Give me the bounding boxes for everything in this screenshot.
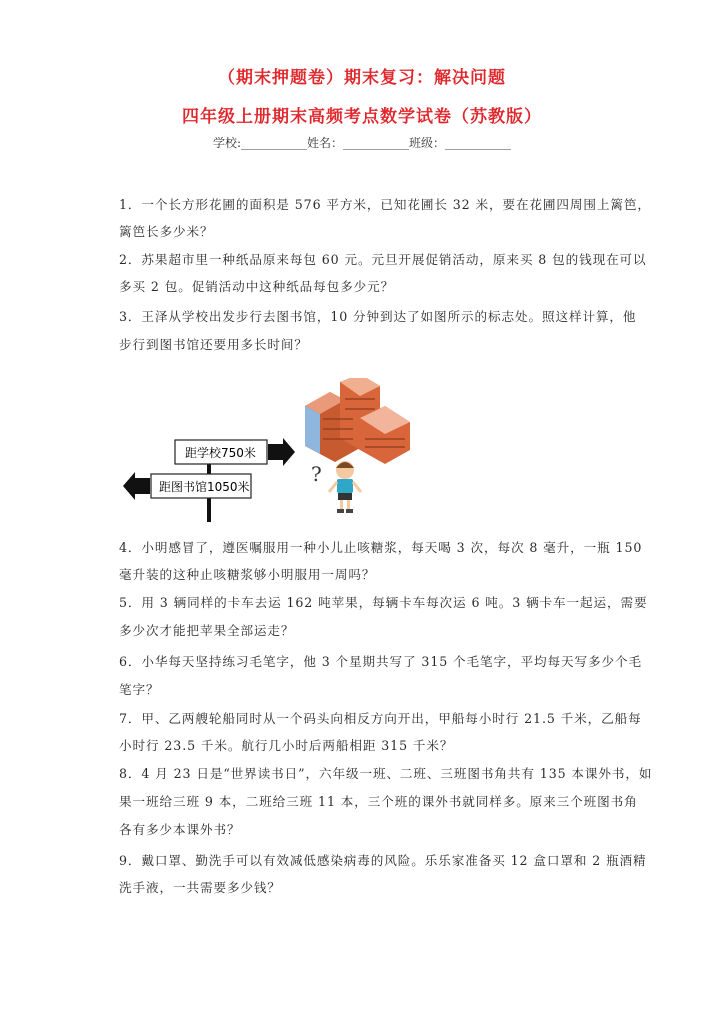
question-4-line-2: 毫升装的这种止咳糖浆够小明服用一周吗？ xyxy=(119,567,376,582)
question-7-line-2: 小时行 23.5 千米。航行几小时后两船相距 315 千米？ xyxy=(119,738,454,753)
question-5-line-2: 多少次才能把苹果全部运走？ xyxy=(119,623,295,638)
student-info-fields: 学校:___________姓名：___________班级：___________ xyxy=(212,136,512,150)
question-2-line-1: 2．苏果超市里一种纸品原来每包 60 元。元旦开展促销活动，原来买 8 包的钱现在可以 xyxy=(119,252,647,267)
question-5-line-1: 5．用 3 辆同样的卡车去运 162 吨苹果，每辆卡车每次运 6 吨。3 辆卡车一起运，需要 xyxy=(119,595,648,610)
question-8-line-1: 8．4 月 23 日是“世界读书日”，六年级一班、二班、三班图书角共有 135 本课外书，如 xyxy=(119,766,653,781)
question-1-line-1: 1．一个长方形花圃的面积是 576 平方米，已知花圃长 32 米，要在花圃四周围上篱笆， xyxy=(119,197,651,212)
school-building-image xyxy=(305,378,410,464)
question-4-line-1: 4．小明感冒了，遵医嘱服用一种小儿止咳糖浆，每天喝 3 次，每次 8 毫升，一瓶 150 xyxy=(119,540,643,555)
question-6-line-2: 笔字？ xyxy=(119,682,160,697)
question-1-line-2: 篱笆长多少米？ xyxy=(119,224,214,239)
sign-library-text: 距图书馆1050米 xyxy=(159,480,250,494)
question-6-line-1: 6．小华每天坚持练习毛笔字，他 3 个星期共写了 315 个毛笔字，平均每天写多少个毛 xyxy=(119,654,642,669)
question-3-figure xyxy=(115,378,415,526)
question-3-line-1: 3．王泽从学校出发步行去图书馆，10 分钟到达了如图所示的标志处。照这样计算，他 xyxy=(119,309,637,324)
boy-image xyxy=(329,461,361,513)
question-7-line-1: 7．甲、乙两艘轮船同时从一个码头向相反方向开出，甲船每小时行 21.5 千米，乙船每 xyxy=(119,711,642,726)
question-9-line-1: 9．戴口罩、勤洗手可以有效减低感染病毒的风险。乐乐家准备买 12 盒口罩和 2 瓶酒精 xyxy=(119,853,647,868)
question-3-line-2: 步行到图书馆还要用多长时间？ xyxy=(119,337,308,352)
question-8-line-3: 各有多少本课外书？ xyxy=(119,822,241,837)
question-2-line-2: 多买 2 包。促销活动中这种纸品每包多少元？ xyxy=(119,279,395,294)
sign-school-text: 距学校750米 xyxy=(185,446,256,460)
question-8-line-2: 果一班给三班 9 本，二班给三班 11 本，三个班的课外书就同样多。原来三个班图书角 xyxy=(119,794,638,809)
question-mark: ? xyxy=(311,462,322,486)
signpost xyxy=(123,438,295,522)
question-9-line-2: 洗手液，一共需要多少钱？ xyxy=(119,880,281,895)
title-line-2: 四年级上册期末高频考点数学试卷（苏教版） xyxy=(182,107,542,127)
title-line-1: （期末押题卷）期末复习：解决问题 xyxy=(218,68,506,88)
